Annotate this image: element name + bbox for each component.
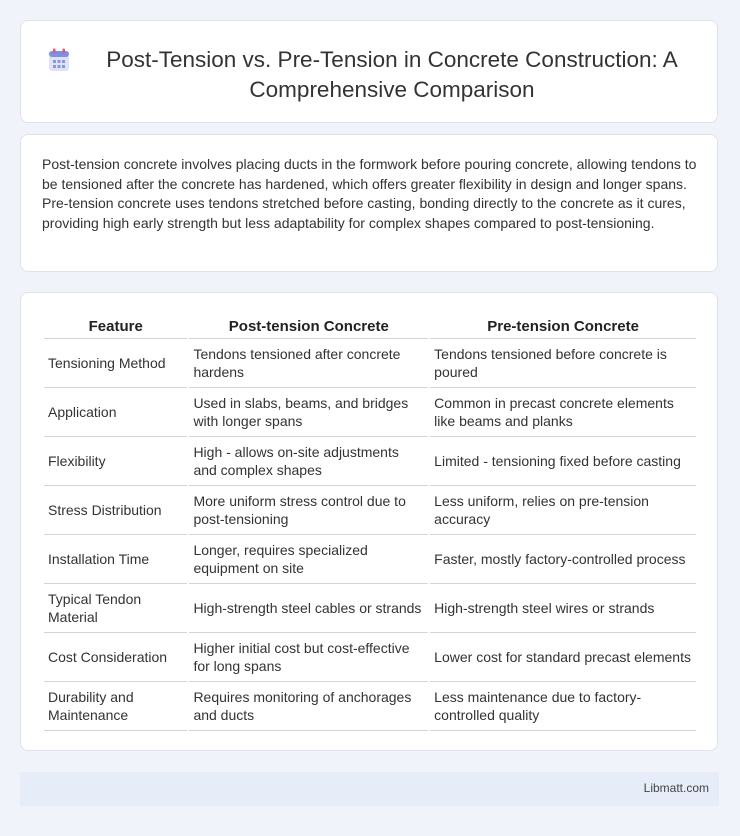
comparison-table bbox=[42, 314, 698, 731]
feature-cell: Flexibility bbox=[44, 437, 187, 486]
post-tension-cell: High - allows on-site adjustments and complex shapes bbox=[189, 437, 428, 486]
document-calendar-icon bbox=[48, 48, 70, 72]
pre-tension-cell: Common in precast concrete elements like beams and planks bbox=[430, 388, 696, 437]
table-row bbox=[44, 486, 696, 535]
post-tension-cell: Longer, requires specialized equipment on site bbox=[189, 535, 428, 584]
feature-cell: Stress Distribution bbox=[44, 486, 187, 535]
post-tension-cell: Tendons tensioned after concrete hardens bbox=[189, 339, 428, 388]
feature-cell: Installation Time bbox=[44, 535, 187, 584]
feature-cell: Tensioning Method bbox=[44, 339, 187, 388]
table-row bbox=[44, 584, 696, 633]
page-title: Post-Tension vs. Pre-Tension in Concrete Construction: A Comprehensive Comparison bbox=[106, 47, 678, 102]
table-row bbox=[44, 633, 696, 682]
pre-tension-cell: Tendons tensioned before concrete is poured bbox=[430, 339, 696, 388]
table-row bbox=[44, 437, 696, 486]
post-tension-cell: High-strength steel cables or strands bbox=[189, 584, 428, 633]
feature-cell: Durability and Maintenance bbox=[44, 682, 187, 731]
header-post-tension: Post-tension Concrete bbox=[189, 314, 428, 339]
header-pre-tension: Pre-tension Concrete bbox=[430, 314, 696, 339]
table-header-row bbox=[44, 314, 696, 339]
table-row bbox=[44, 535, 696, 584]
table-row bbox=[44, 339, 696, 388]
pre-tension-cell: High-strength steel wires or strands bbox=[430, 584, 696, 633]
title-card bbox=[20, 20, 718, 123]
footer-site-link[interactable]: Libmatt.com bbox=[643, 781, 709, 795]
feature-cell: Cost Consideration bbox=[44, 633, 187, 682]
pre-tension-cell: Lower cost for standard precast elements bbox=[430, 633, 696, 682]
feature-cell: Typical Tendon Material bbox=[44, 584, 187, 633]
post-tension-cell: Higher initial cost but cost-effective for long spans bbox=[189, 633, 428, 682]
pre-tension-cell: Less maintenance due to factory-controlled quality bbox=[430, 682, 696, 731]
pre-tension-cell: Limited - tensioning fixed before casting bbox=[430, 437, 696, 486]
footer-bar bbox=[20, 772, 719, 806]
pre-tension-cell: Faster, mostly factory-controlled process bbox=[430, 535, 696, 584]
intro-card bbox=[20, 134, 718, 272]
table-row bbox=[44, 388, 696, 437]
header-feature: Feature bbox=[44, 314, 187, 339]
comparison-table-card bbox=[20, 292, 718, 751]
post-tension-cell: Used in slabs, beams, and bridges with longer spans bbox=[189, 388, 428, 437]
table-row bbox=[44, 682, 696, 731]
intro-paragraph: Post-tension concrete involves placing ducts in the formwork before pouring concrete, allowing tendons to be tensioned after the concrete has hardened, which offers greater flexibility in design and longer spans. Pre-tension concrete uses tendons stretched before casting, bonding directly to the concrete as it cures, providing high early strength but less adaptability for complex shapes compared to post-tensioning. bbox=[42, 156, 697, 231]
post-tension-cell: Requires monitoring of anchorages and ducts bbox=[189, 682, 428, 731]
pre-tension-cell: Less uniform, relies on pre-tension accuracy bbox=[430, 486, 696, 535]
post-tension-cell: More uniform stress control due to post-tensioning bbox=[189, 486, 428, 535]
feature-cell: Application bbox=[44, 388, 187, 437]
